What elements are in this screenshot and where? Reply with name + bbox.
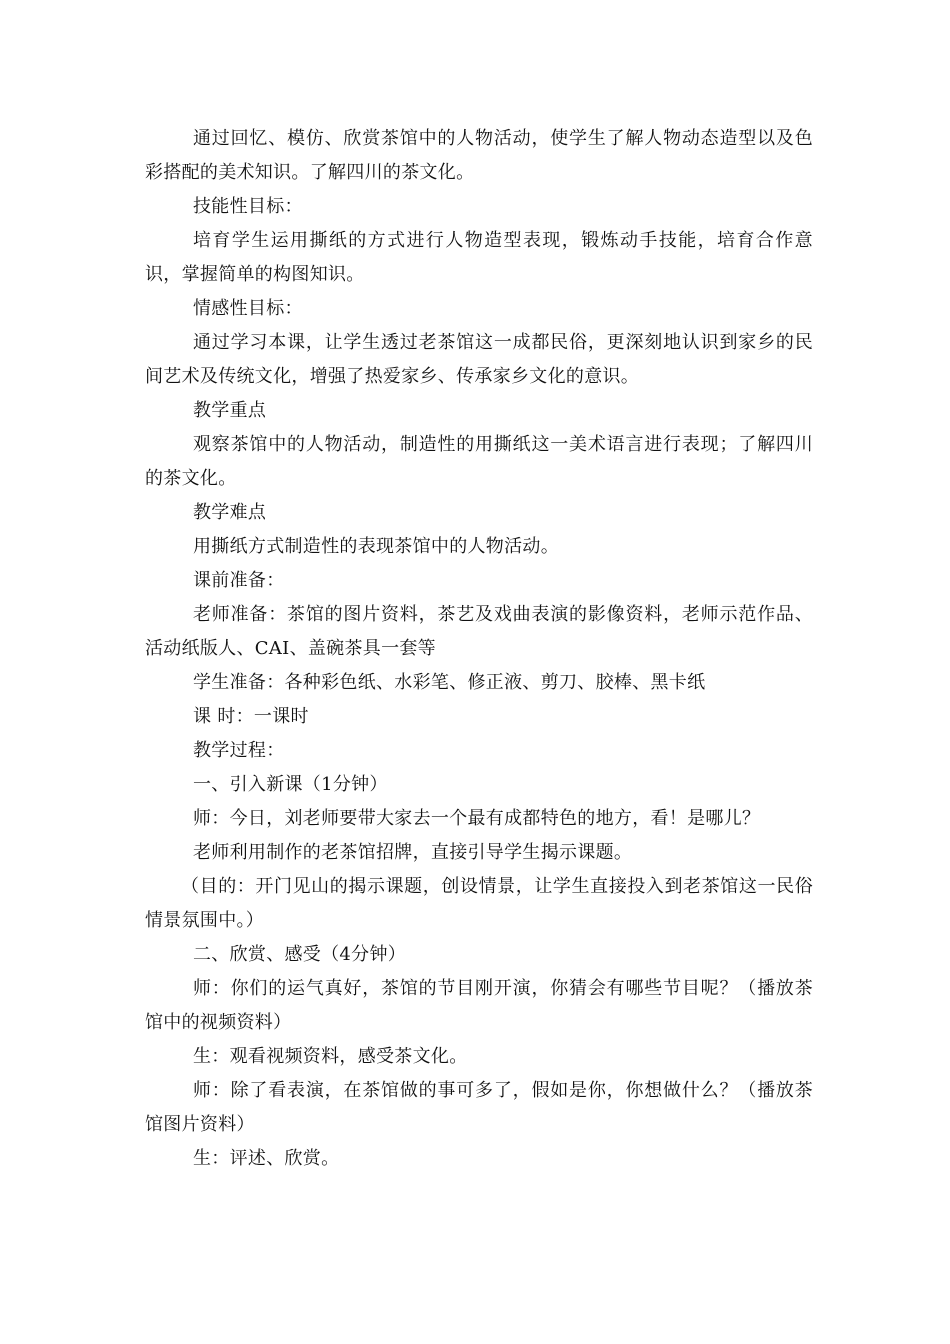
paragraph-teaching-focus: 观察茶馆中的人物活动，制造性的用撕纸这一美术语言进行表现；了解四川的茶文化。 xyxy=(145,434,813,489)
heading-teaching-process: 教学过程： xyxy=(193,740,285,761)
heading-step-one: 一、引入新课（1分钟） xyxy=(193,774,388,795)
paragraph-student-line-2: 生：评述、欣赏。 xyxy=(193,1148,340,1169)
paragraph-objective-knowledge: 通过回忆、模仿、欣赏茶馆中的人物活动，使学生了解人物动态造型以及色彩搭配的美术知识。了解四川的茶文化。 xyxy=(145,128,813,183)
paragraph-student-preparation: 学生准备：各种彩色纸、水彩笔、修正液、剪刀、胶棒、黑卡纸 xyxy=(193,672,706,693)
heading-step-two: 二、欣赏、感受（4分钟） xyxy=(193,944,407,965)
heading-preparation: 课前准备： xyxy=(193,570,285,591)
paragraph-teaching-difficulty: 用撕纸方式制造性的表现茶馆中的人物活动。 xyxy=(193,536,559,557)
heading-skill-objective: 技能性目标： xyxy=(193,196,303,217)
paragraph-class-hours: 课 时：一课时 xyxy=(193,706,309,727)
paragraph-purpose-note: （目的：开门见山的揭示课题，创设情景，让学生直接投入到老茶馆这一民俗情景氛围中。） xyxy=(145,876,813,931)
paragraph-emotion-objective: 通过学习本课，让学生透过老茶馆这一成都民俗，更深刻地认识到家乡的民间艺术及传统文化，增强了热爱家乡、传承家乡文化的意识。 xyxy=(145,332,813,387)
paragraph-teacher-line-1: 师：今日，刘老师要带大家去一个最有成都特色的地方，看！是哪儿？ xyxy=(193,808,761,829)
document-body xyxy=(145,122,813,1176)
paragraph-teacher-action-1: 老师利用制作的老茶馆招牌，直接引导学生揭示课题。 xyxy=(193,842,633,863)
paragraph-student-line-1: 生：观看视频资料，感受茶文化。 xyxy=(193,1046,468,1067)
paragraph-teacher-line-2: 师：你们的运气真好，茶馆的节目刚开演，你猜会有哪些节目呢？（播放茶馆中的视频资料） xyxy=(145,978,813,1033)
heading-teaching-difficulty: 教学难点 xyxy=(193,502,267,523)
heading-emotion-objective: 情感性目标： xyxy=(193,298,303,319)
paragraph-teacher-preparation: 老师准备：茶馆的图片资料，茶艺及戏曲表演的影像资料，老师示范作品、活动纸版人、CAI、盖碗茶具一套等 xyxy=(145,604,813,659)
heading-teaching-focus: 教学重点 xyxy=(193,400,267,421)
paragraph-teacher-line-3: 师：除了看表演，在茶馆做的事可多了，假如是你，你想做什么？（播放茶馆图片资料） xyxy=(145,1080,813,1135)
paragraph-skill-objective: 培育学生运用撕纸的方式进行人物造型表现，锻炼动手技能，培育合作意识，掌握简单的构图知识。 xyxy=(145,230,813,285)
